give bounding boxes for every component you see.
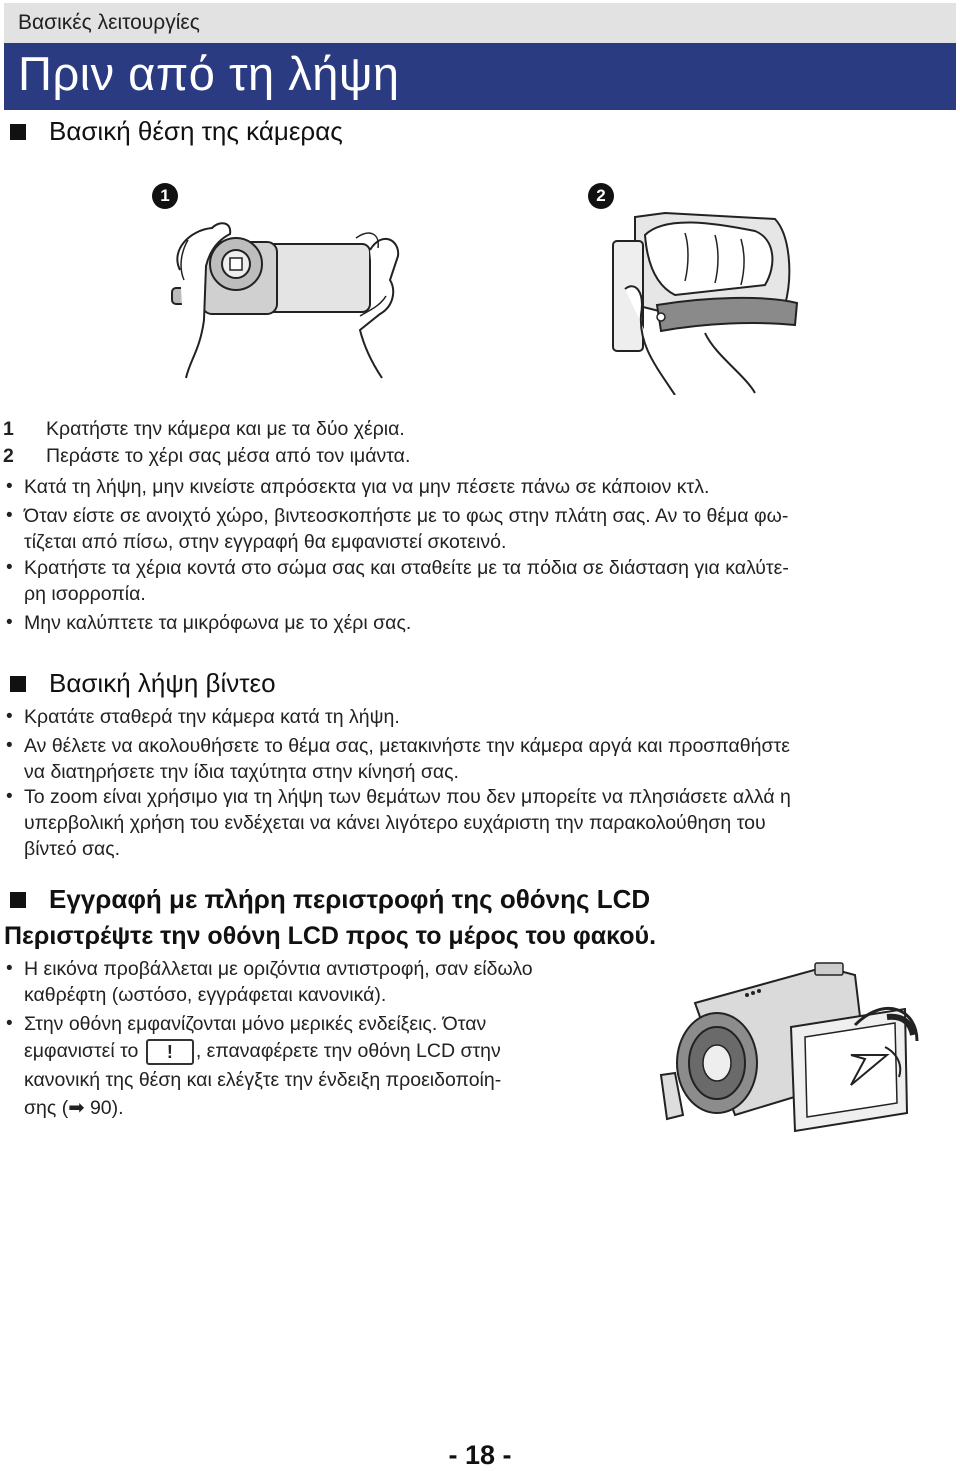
bullet-text: Στην οθόνη εμφανίζονται μόνο μερικές ενδείξεις. Όταν [24,1013,487,1035]
bullet-text-cont: να διατηρήσετε την ίδια ταχύτητα στην κίνησή σας. [24,761,459,783]
step-number: 1 [3,418,14,440]
bullet-text: Όταν είστε σε ανοιχτό χώρο, βιντεοσκοπήστε με το φως στην πλάτη σας. Αν το θέμα φω- [24,505,789,527]
bullet-icon: • [6,557,13,578]
bullet-text-cont: καθρέφτη (ωστόσο, εγγράφεται κανονικά). [24,984,387,1006]
bullet-text: Κρατήστε τα χέρια κοντά στο σώμα σας και σταθείτε με τα πόδια σε διάσταση για καλύτε- [24,557,789,579]
bullet-icon: • [6,958,13,979]
section-heading-lcd-rotation [8,884,650,915]
bullet-text-cont: τίζεται από πίσω, στην εγγραφή θα εμφανιστεί σκοτεινό. [24,531,507,553]
section-heading-text: Εγγραφή με πλήρη περιστροφή της οθόνης LCD [49,884,651,914]
page-number: - 18 - [448,1440,512,1470]
chapter-label: Βασικές λειτουργίες [18,11,200,34]
figure-label-2: 2 [588,183,614,209]
bullet-icon: • [6,1013,13,1034]
bullet-icon: • [6,786,13,807]
bullet-icon: • [6,735,13,756]
bullet-text-cont [24,1038,501,1065]
step-text: Κρατήστε την κάμερα και με τα δύο χέρια. [46,418,405,440]
camcorder-lcd-rotated-illustration [655,955,935,1145]
hand-strap-illustration [605,205,805,395]
bullet-text-cont: ρη ισορροπία. [24,583,146,605]
bullet-text-fragment: , επαναφέρετε την οθόνη LCD στην [195,1040,501,1062]
step-number: 2 [3,445,14,467]
bullet-icon: • [6,612,13,633]
step-text: Περάστε το χέρι σας μέσα από τον ιμάντα. [46,445,411,467]
bullet-text-cont: κανονική της θέση και ελέγξτε την ένδειξη προειδοποίη- [24,1069,502,1091]
lcd-rotation-instruction: Περιστρέψτε την οθόνη LCD προς το μέρος του φακού. [4,922,657,950]
section-heading-text: Βασική θέση της κάμερας [49,116,343,146]
section-heading-basic-recording [8,668,276,699]
bullet-text-cont: σης (➡ 90). [24,1097,124,1119]
warning-indicator-icon: ! [146,1039,194,1065]
bullet-icon: • [6,706,13,727]
page-title: Πριν από τη λήψη [18,47,400,100]
bullet-icon: • [6,476,13,497]
bullet-text: Αν θέλετε να ακολουθήσετε το θέμα σας, μετακινήστε την κάμερα αργά και προσπαθήστε [24,735,790,757]
bullet-text: Η εικόνα προβάλλεται με οριζόντια αντιστροφή, σαν είδωλο [24,958,533,980]
bullet-text-cont: βίντεό σας. [24,838,121,860]
figure-label-1: 1 [152,183,178,209]
section-heading-text: Βασική λήψη βίντεο [49,668,276,698]
bullet-icon: • [6,505,13,526]
square-bullet-icon [10,892,26,908]
bullet-text: Κατά τη λήψη, μην κινείστε απρόσεκτα για να μην πέσετε πάνω σε κάποιον κτλ. [24,476,710,498]
square-bullet-icon [10,124,26,140]
two-hands-camera-illustration [160,210,420,380]
bullet-text-fragment: εμφανιστεί το [24,1040,139,1062]
section-heading-camera-position [8,116,343,147]
bullet-text: Κρατάτε σταθερά την κάμερα κατά τη λήψη. [24,706,400,728]
square-bullet-icon [10,676,26,692]
bullet-text: Μην καλύπτετε τα μικρόφωνα με το χέρι σας. [24,612,412,634]
bullet-text: Το zoom είναι χρήσιμο για τη λήψη των θεμάτων που δεν μπορείτε να πλησιάσετε αλλά η [24,786,791,808]
bullet-text-cont: υπερβολική χρήση του ενδέχεται να κάνει λιγότερο ευχάριστη την παρακολούθηση του [24,812,766,834]
